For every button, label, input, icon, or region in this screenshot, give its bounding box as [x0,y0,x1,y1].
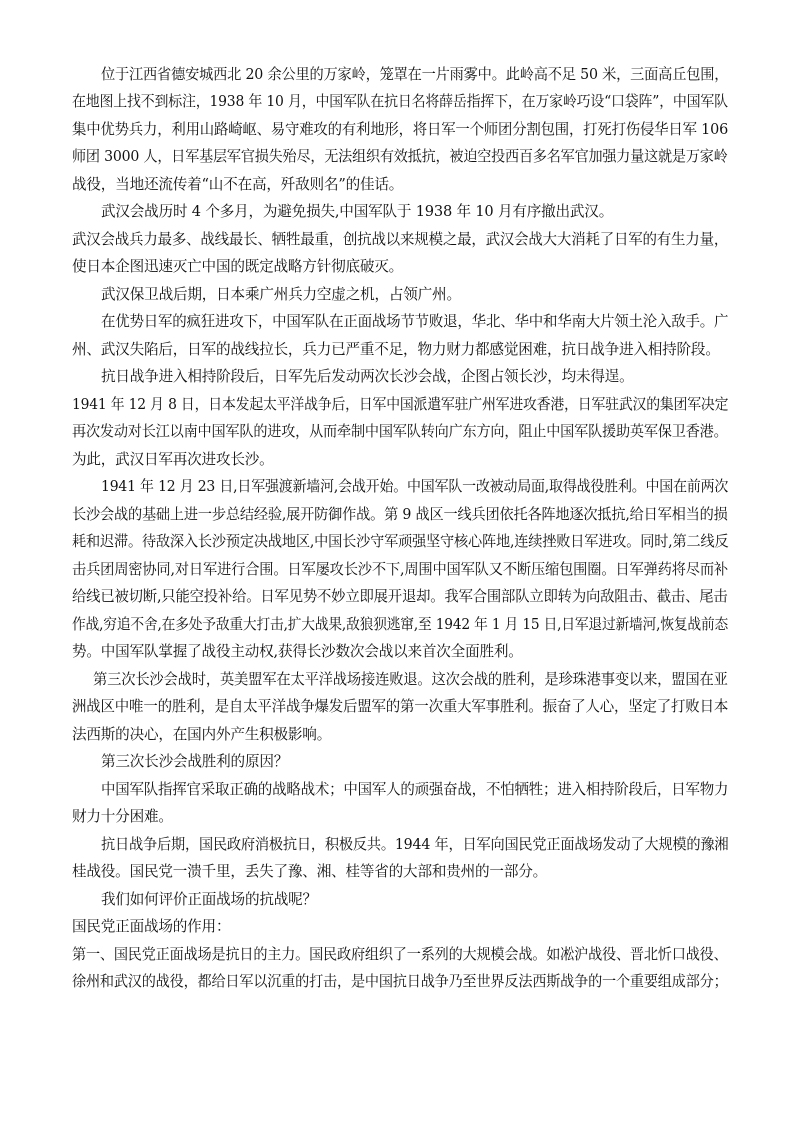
body-text-line: 师团 3000 人，日军基层军官损失殆尽，无法组织有效抵抗，被迫空投西百多名军官加强力量这就是万家岭 [72,148,728,165]
body-text-line: 集中优势兵力，利用山路崎岖、易守难攻的有利地形，将日军一个师团分割包围，打死打伤侵华日军 106 [72,121,729,138]
body-text-line: 我们如何评价正面战场的抗战呢？ [101,891,317,908]
body-text-line: 1941 年 12 月 23 日,日军强渡新墙河,会战开始。中国军队一改被动局面,取得战役胜利。中国在前两次 [101,478,729,495]
body-text-line: 使日本企图迅速灭亡中国的既定战略方针彻底破灭。 [72,258,404,275]
body-text-line: 在优势日军的疯狂进攻下，中国军队在正面战场节节败退，华北、华中和华南大片领土沦入敌手。广 [101,313,729,330]
body-text-line: 位于江西省德安城西北 20 余公里的万家岭，笼罩在一片雨雾中。此岭高不足 50 米，三面高丘包围， [101,66,729,83]
body-text-line: 财力十分困难。 [72,808,173,825]
body-text-line: 徐州和武汉的战役，都给日军以沉重的打击，是中国抗日战争乃至世界反法西斯战争的一个重要组成部分； [72,973,728,990]
body-text-line: 第一、国民党正面战场是抗日的主力。国民政府组织了一系列的大规模会战。如凇沪战役、晋北忻口战役、 [72,946,728,963]
body-text-line: 桂战役。国民党一溃千里，丢失了豫、湘、桂等省的大部和贵州的一部分。 [72,863,547,880]
body-text-line: 势。中国军队掌握了战役主动权,获得长沙数次会战以来首次全面胜利。 [72,643,523,660]
body-text-line: 击兵团周密协同,对日军进行合围。日军屡攻长沙不下,周围中国军队又不断压缩包围圈。日军弹药将尽而补 [72,561,728,578]
body-text-line: 战役，当地还流传着“山不在高，歼敌则名”的佳话。 [72,176,404,193]
body-text-line: 耗和迟滞。待敌深入长沙预定决战地区,中国长沙守军顽强坚守核心阵地,连续挫败日军进攻。同时,第二线反 [72,533,729,550]
body-text-line: 武汉会战兵力最多、战线最长、牺牲最重，创抗战以来规模之最，武汉会战大大消耗了日军的有生力量， [72,231,729,248]
body-text-line: 抗日战争后期，国民政府消极抗日，积极反共。1944 年，日军向国民党正面战场发动了大规模的豫湘 [101,836,729,853]
body-text-line: 1941 年 12 月 8 日，日本发起太平洋战争后，日军中国派遣军驻广州军进攻香港，日军驻武汉的集团军决定 [72,396,729,413]
body-text-line: 国民党正面战场的作用： [72,918,231,935]
body-text-line: 第三次长沙会战时，英美盟军在太平洋战场接连败退。这次会战的胜利，是珍珠港事变以来，盟国在亚 [93,671,728,688]
body-text-line: 第三次长沙会战胜利的原因？ [101,753,289,770]
body-text-line: 作战,穷追不舍,在多处予敌重大打击,扩大战果,敌狼狈逃窜,至 1942 年 1 月 15 日,日军退过新墙河,恢复战前态 [72,616,729,633]
body-text-line: 州、武汉失陷后，日军的战线拉长，兵力已严重不足，物力财力都感觉困难，抗日战争进入相持阶段。 [72,341,720,358]
body-text-line: 抗日战争进入相持阶段后，日军先后发动两次长沙会战，企图占领长沙，均未得逞。 [101,368,634,385]
body-text-line: 中国军队指挥官采取正确的战略战术；中国军人的顽强奋战，不怕牺牲；进入相持阶段后，日军物力 [101,781,729,798]
body-text-line: 为此，武汉日军再次进攻长沙。 [72,451,274,468]
body-text-line: 在地图上找不到标注，1938 年 10 月，中国军队在抗日名将薛岳指挥下，在万家岭巧设“口袋阵”，中国军队 [72,93,728,110]
body-text-line: 洲战区中唯一的胜利，是自太平洋战争爆发后盟军的第一次重大军事胜利。振奋了人心，坚定了打败日本 [72,698,729,715]
body-text-line: 给线已被切断,只能空投补给。日军见势不妙立即展开退却。我军合围部队立即转为向敌阻击、截击、尾击 [72,588,728,605]
body-text-line: 武汉保卫战后期，日本乘广州兵力空虚之机，占领广州。 [101,286,461,303]
body-text-line: 再次发动对长江以南中国军队的进攻，从而牵制中国军队转向广东方向，阻止中国军队援助英军保卫香港。 [72,423,728,440]
body-text-line: 法西斯的决心，在国内外产生积极影响。 [72,726,332,743]
body-text-line: 长沙会战的基础上进一步总结经验,展开防御作战。第 9 战区一线兵团依托各阵地逐次抵抗,给日军相当的损 [72,506,728,523]
body-text-line: 武汉会战历时 4 个多月，为避免损失,中国军队于 1938 年 10 月有序撤出武汉。 [101,203,614,220]
